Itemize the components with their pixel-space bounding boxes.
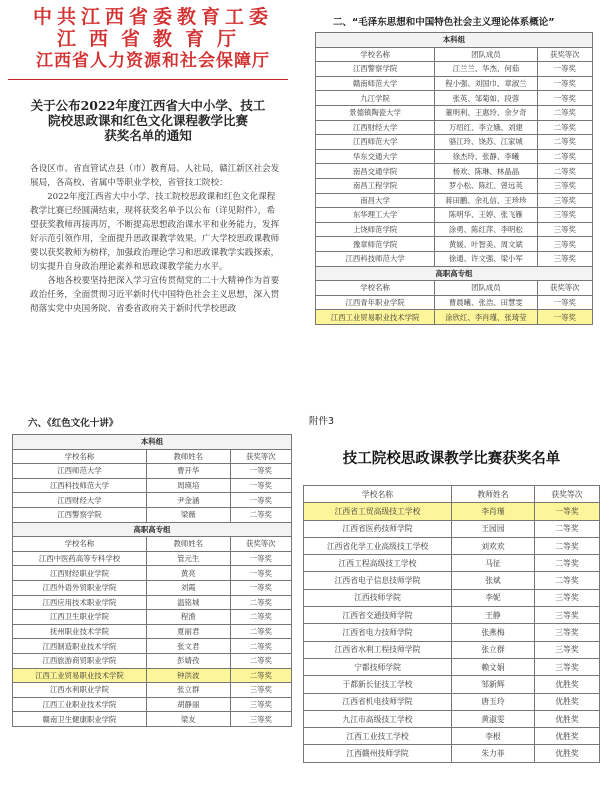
school-name-cell: 江西省医药技师学院 — [304, 520, 452, 537]
member-cell: 马征 — [452, 555, 535, 572]
award-level-cell: 二等奖 — [230, 639, 291, 654]
award-level-cell: 三等奖 — [534, 589, 599, 606]
school-name-cell: 江西水利职业学院 — [13, 683, 147, 698]
table-row — [316, 164, 593, 179]
award-level-cell: 二等奖 — [537, 135, 592, 150]
column-header-row — [13, 537, 292, 552]
award-level-cell: 二等奖 — [534, 537, 599, 554]
group-header-vocational — [316, 266, 593, 281]
table-row — [316, 193, 593, 208]
table-row — [316, 237, 593, 252]
award-level-cell: 三等奖 — [230, 697, 291, 712]
table-row — [304, 693, 600, 710]
award-level-cell: 一等奖 — [230, 551, 291, 566]
group-header-undergrad — [316, 33, 593, 48]
award-level-cell: 二等奖 — [537, 120, 592, 135]
group-label: 高职高专组 — [13, 522, 292, 537]
col-header: 团队成员 — [435, 281, 537, 296]
col-header: 学校名称 — [316, 281, 435, 296]
member-cell: 程小强、刘国巾、章淑兰 — [435, 76, 537, 91]
table-row — [304, 555, 600, 572]
award-level-cell: 一等奖 — [230, 493, 291, 508]
member-cell: 刘霞 — [146, 580, 230, 595]
member-cell: 张英、邹菊如、段蓉 — [435, 91, 537, 106]
school-name-cell: 江西卫生职业学院 — [13, 610, 147, 625]
member-cell: 涂欣红、李肖瑾、张琦莹 — [435, 310, 537, 325]
member-cell: 董明利、王惠玲、余夕奇 — [435, 105, 537, 120]
member-cell: 骆江玲、饶苏、江家城 — [435, 135, 537, 150]
school-name-cell: 上饶师范学院 — [316, 222, 435, 237]
school-name-cell: 江西警察学院 — [13, 507, 147, 522]
table-row — [316, 310, 593, 325]
col-header: 教师姓名 — [146, 449, 230, 464]
member-cell: 周瑛培 — [146, 478, 230, 493]
col-header: 团队成员 — [435, 47, 537, 62]
table-row — [13, 551, 292, 566]
member-cell: 朱力菲 — [452, 745, 535, 762]
school-name-cell: 赣南师范大学 — [316, 76, 435, 91]
award-level-cell: 一等奖 — [534, 503, 599, 520]
member-cell: 赖文娟 — [452, 658, 535, 675]
col-header: 学校名称 — [13, 449, 147, 464]
member-cell: 陈明华、王婷、张飞雁 — [435, 208, 537, 223]
school-name-cell: 江西科技师范大学 — [13, 478, 147, 493]
school-name-cell: 宁都技师学院 — [304, 658, 452, 675]
school-name-cell: 江西制造职业技术学院 — [13, 639, 147, 654]
group-label: 本科组 — [316, 33, 593, 48]
member-cell: 蒋田鹏、余礼信、王珍珍 — [435, 193, 537, 208]
school-name-cell: 江西财经职业学院 — [13, 566, 147, 581]
school-name-cell: 江西青年职业学院 — [316, 295, 435, 310]
table-row — [316, 76, 593, 91]
award-level-cell: 一等奖 — [230, 580, 291, 595]
member-cell: 徐通、许文强、梁小军 — [435, 251, 537, 266]
table-row — [316, 295, 593, 310]
table-row — [304, 572, 600, 589]
member-cell: 杨欢、陈琳、林晶晶 — [435, 164, 537, 179]
table-row — [304, 745, 600, 762]
award-level-cell: 三等奖 — [534, 624, 599, 641]
table-row — [13, 464, 292, 479]
member-cell: 张斌 — [452, 572, 535, 589]
red-table-wrap — [12, 434, 292, 727]
col-header: 获奖等次 — [537, 281, 592, 296]
award-level-cell: 一等奖 — [230, 464, 291, 479]
school-name-cell: 赣南卫生健康职业学院 — [13, 712, 147, 727]
member-cell: 尹金涵 — [146, 493, 230, 508]
school-name-cell: 江西警察学院 — [316, 62, 435, 77]
award-level-cell: 三等奖 — [537, 237, 592, 252]
member-cell: 张立群 — [452, 641, 535, 658]
member-cell: 彭婧孜 — [146, 653, 230, 668]
table-row — [304, 641, 600, 658]
table-row — [316, 178, 593, 193]
table-row — [13, 478, 292, 493]
red-culture-section — [0, 407, 296, 800]
school-name-cell: 于都新长征技工学校 — [304, 676, 452, 693]
member-cell: 黄媛、叶智美、周文斌 — [435, 237, 537, 252]
school-name-cell: 江西省电子信息技师学院 — [304, 572, 452, 589]
member-cell: 黄亮 — [146, 566, 230, 581]
table-row — [316, 251, 593, 266]
award-level-cell: 三等奖 — [534, 607, 599, 624]
table-row — [13, 668, 292, 683]
tech-award-table — [303, 485, 600, 763]
org-line-3: 江西省人力资源和社会保障厅 — [36, 51, 270, 71]
member-cell: 黄淑雯 — [452, 710, 535, 727]
award-level-cell: 二等奖 — [537, 164, 592, 179]
tech-table-wrap — [303, 485, 600, 763]
school-name-cell: 江西省水利工程技师学院 — [304, 641, 452, 658]
table-row — [13, 697, 292, 712]
school-name-cell: 江西省机电技师学院 — [304, 693, 452, 710]
member-cell: 程渔 — [146, 610, 230, 625]
member-cell: 徐杰玲、张静、李曦 — [435, 149, 537, 164]
award-level-cell: 优胜奖 — [534, 710, 599, 727]
school-name-cell: 江西省电力技师学院 — [304, 624, 452, 641]
school-name-cell: 景德镇陶瓷大学 — [316, 105, 435, 120]
org-line-2: 江西省教育厅 — [56, 28, 249, 50]
section-title: 六、《红色文化十讲》 — [28, 418, 119, 429]
award-level-cell: 二等奖 — [534, 572, 599, 589]
award-level-cell: 三等奖 — [537, 251, 592, 266]
mao-thought-section — [303, 0, 600, 393]
table-row — [304, 520, 600, 537]
tech-title: 技工院校思政课教学比赛获奖名单 — [342, 450, 561, 467]
member-cell: 邹新辉 — [452, 676, 535, 693]
award-level-cell: 三等奖 — [537, 193, 592, 208]
member-cell: 张燕梅 — [452, 624, 535, 641]
table-row — [304, 503, 600, 520]
school-name-cell: 江西师范大学 — [316, 135, 435, 150]
school-name-cell: 南昌交通学院 — [316, 164, 435, 179]
award-level-cell: 一等奖 — [537, 76, 592, 91]
award-level-cell: 优胜奖 — [534, 676, 599, 693]
mao-table-wrap — [315, 32, 593, 325]
notice-title — [6, 98, 290, 143]
table-row — [316, 149, 593, 164]
award-level-cell: 优胜奖 — [534, 728, 599, 745]
award-level-cell: 三等奖 — [230, 712, 291, 727]
member-cell: 曹开华 — [146, 464, 230, 479]
table-row — [13, 683, 292, 698]
award-level-cell: 一等奖 — [230, 566, 291, 581]
col-header: 学校名称 — [304, 486, 452, 503]
annex-label: 附件3 — [309, 416, 335, 427]
school-name-cell: 九江学院 — [316, 91, 435, 106]
award-level-cell: 一等奖 — [537, 310, 592, 325]
school-name-cell: 江西师范大学 — [13, 464, 147, 479]
school-name-cell: 江西科技师范大学 — [316, 251, 435, 266]
table-row — [316, 135, 593, 150]
school-name-cell: 江西工业技工学校 — [304, 728, 452, 745]
table-row — [13, 566, 292, 581]
table-row — [316, 62, 593, 77]
member-cell: 罗小松、陈红、曾远英 — [435, 178, 537, 193]
award-level-cell: 二等奖 — [230, 653, 291, 668]
column-header-row — [304, 486, 600, 503]
table-row — [316, 208, 593, 223]
member-cell: 梁友 — [146, 712, 230, 727]
member-cell: 钟洪波 — [146, 668, 230, 683]
col-header: 获奖等次 — [230, 449, 291, 464]
school-name-cell: 南昌工程学院 — [316, 178, 435, 193]
table-row — [13, 712, 292, 727]
member-cell: 胡静丽 — [146, 697, 230, 712]
award-level-cell: 二等奖 — [537, 149, 592, 164]
group-label: 本科组 — [13, 435, 292, 450]
title-line-2: 院校思政课和红色文化课程教学比赛 — [47, 113, 248, 128]
school-name-cell: 江西中医药高等专科学校 — [13, 551, 147, 566]
award-level-cell: 三等奖 — [230, 683, 291, 698]
col-header: 教师姓名 — [146, 537, 230, 552]
school-name-cell: 江西省化学工业高级技工学校 — [304, 537, 452, 554]
member-cell: 江兰兰、华杰、何茹 — [435, 62, 537, 77]
table-row — [304, 624, 600, 641]
school-name-cell: 豫章师范学院 — [316, 237, 435, 252]
column-header-row — [13, 449, 292, 464]
member-cell: 万绍红、李立娥、刘建 — [435, 120, 537, 135]
org-line-1: 中共江西省委教育工委 — [32, 6, 273, 28]
school-name-cell: 江西省工贸高级技工学校 — [304, 503, 452, 520]
member-cell: 王园园 — [452, 520, 535, 537]
column-header-row — [316, 281, 593, 296]
table-row — [13, 653, 292, 668]
school-name-cell: 江西技师学院 — [304, 589, 452, 606]
member-cell: 刘欢欢 — [452, 537, 535, 554]
title-line-3: 获奖名单的通知 — [104, 128, 192, 143]
salutation: 各设区市、省直管试点县（市）教育局、人社局，赣江新区社会发展局，各高校、省属中等职业学校，省管技工院校： — [30, 164, 280, 188]
award-level-cell: 一等奖 — [230, 478, 291, 493]
section-title: 二、“毛泽东思想和中国特色社会主义理论体系概论” — [333, 17, 555, 28]
table-row — [13, 624, 292, 639]
school-name-cell: 江西工业贸易职业技术学院 — [13, 668, 147, 683]
paragraph-2: 各地各校要坚持把深入学习宣传贯彻党的二十大精神作为首要政治任务，全面贯彻习近平新时代中国特色社会主义思想，深入贯彻落实党中央国务院、省委省政府关于新时代学校思政 — [30, 276, 280, 314]
table-row — [13, 580, 292, 595]
school-name-cell: 江西赣州技师学院 — [304, 745, 452, 762]
table-row — [304, 710, 600, 727]
award-level-cell: 三等奖 — [534, 658, 599, 675]
notice-document — [0, 0, 296, 393]
table-row — [316, 91, 593, 106]
member-cell: 李肖瑾 — [452, 503, 535, 520]
table-row — [304, 607, 600, 624]
tech-college-section — [303, 407, 600, 800]
award-level-cell: 一等奖 — [537, 295, 592, 310]
column-header-row — [316, 47, 593, 62]
col-header: 教师姓名 — [452, 486, 535, 503]
table-row — [316, 105, 593, 120]
notice-body — [30, 162, 280, 316]
award-level-cell: 二等奖 — [230, 610, 291, 625]
table-row — [304, 658, 600, 675]
award-level-cell: 二等奖 — [230, 507, 291, 522]
paragraph-1: 2022年度江西省大中小学、技工院校思政课和红色文化课程教学比赛已经圆满结束，现将获奖名单予以公布（详见附件），希望获奖教师再接再厉，不断提高思想政治课水平和业务能力，发挥好示范引领作用，全面提升思政课教学效果。广大学校思政课教师要以获奖教师为榜样，加强政治理论学习和思政课教学实践探索，切实提升自身政治理论素养和思政课教学能力水平。 — [30, 192, 280, 272]
school-name-cell: 江西旅游商贸职业学院 — [13, 653, 147, 668]
school-name-cell: 东华理工大学 — [316, 208, 435, 223]
school-name-cell: 南昌大学 — [316, 193, 435, 208]
member-cell: 唐玉玲 — [452, 693, 535, 710]
member-cell: 涂勇、陈红萍、李明松 — [435, 222, 537, 237]
award-level-cell: 二等奖 — [230, 624, 291, 639]
school-name-cell: 江西工程高级技工学校 — [304, 555, 452, 572]
school-name-cell: 江西工业贸易职业技术学院 — [316, 310, 435, 325]
title-line-1: 关于公布2022年度江西省大中小学、技工 — [30, 98, 266, 113]
award-level-cell: 一等奖 — [537, 91, 592, 106]
table-row — [304, 728, 600, 745]
red-award-table — [12, 434, 292, 727]
group-header-vocational — [13, 522, 292, 537]
table-row — [304, 537, 600, 554]
col-header: 获奖等次 — [534, 486, 599, 503]
table-row — [304, 589, 600, 606]
school-name-cell: 江西外语外贸职业学院 — [13, 580, 147, 595]
school-name-cell: 抚州职业技术学院 — [13, 624, 147, 639]
school-name-cell: 江西省交通技师学院 — [304, 607, 452, 624]
mao-award-table — [315, 32, 593, 325]
col-header: 获奖等次 — [230, 537, 291, 552]
award-level-cell: 三等奖 — [537, 222, 592, 237]
award-level-cell: 三等奖 — [537, 178, 592, 193]
award-level-cell: 二等奖 — [537, 105, 592, 120]
award-level-cell: 二等奖 — [534, 555, 599, 572]
table-row — [13, 507, 292, 522]
table-row — [13, 610, 292, 625]
group-label: 高职高专组 — [316, 266, 593, 281]
col-header: 学校名称 — [13, 537, 147, 552]
member-cell: 管元生 — [146, 551, 230, 566]
school-name-cell: 江西工业职业技术学院 — [13, 697, 147, 712]
group-header-undergrad — [13, 435, 292, 450]
member-cell: 张立群 — [146, 683, 230, 698]
award-level-cell: 三等奖 — [537, 208, 592, 223]
table-row — [13, 595, 292, 610]
school-name-cell: 九江市高级技工学校 — [304, 710, 452, 727]
member-cell: 王静 — [452, 607, 535, 624]
award-level-cell: 优胜奖 — [534, 745, 599, 762]
award-level-cell: 二等奖 — [230, 595, 291, 610]
member-cell: 温铭城 — [146, 595, 230, 610]
award-level-cell: 二等奖 — [534, 520, 599, 537]
col-header: 学校名称 — [316, 47, 435, 62]
school-name-cell: 江西财经大学 — [13, 493, 147, 508]
member-cell: 李根 — [452, 728, 535, 745]
school-name-cell: 江西应用技术职业学院 — [13, 595, 147, 610]
table-row — [316, 120, 593, 135]
award-level-cell: 优胜奖 — [534, 693, 599, 710]
award-level-cell: 一等奖 — [537, 62, 592, 77]
table-row — [13, 493, 292, 508]
award-level-cell: 二等奖 — [230, 668, 291, 683]
table-row — [13, 639, 292, 654]
award-level-cell: 三等奖 — [534, 641, 599, 658]
member-cell: 夏丽君 — [146, 624, 230, 639]
school-name-cell: 华东交通大学 — [316, 149, 435, 164]
school-name-cell: 江西财经大学 — [316, 120, 435, 135]
table-row — [316, 222, 593, 237]
member-cell: 梁薇 — [146, 507, 230, 522]
member-cell: 曹晨曦、张浩、田慧雯 — [435, 295, 537, 310]
col-header: 获奖等次 — [537, 47, 592, 62]
table-row — [304, 676, 600, 693]
header-rule — [8, 79, 288, 80]
member-cell: 张文君 — [146, 639, 230, 654]
member-cell: 李妮 — [452, 589, 535, 606]
